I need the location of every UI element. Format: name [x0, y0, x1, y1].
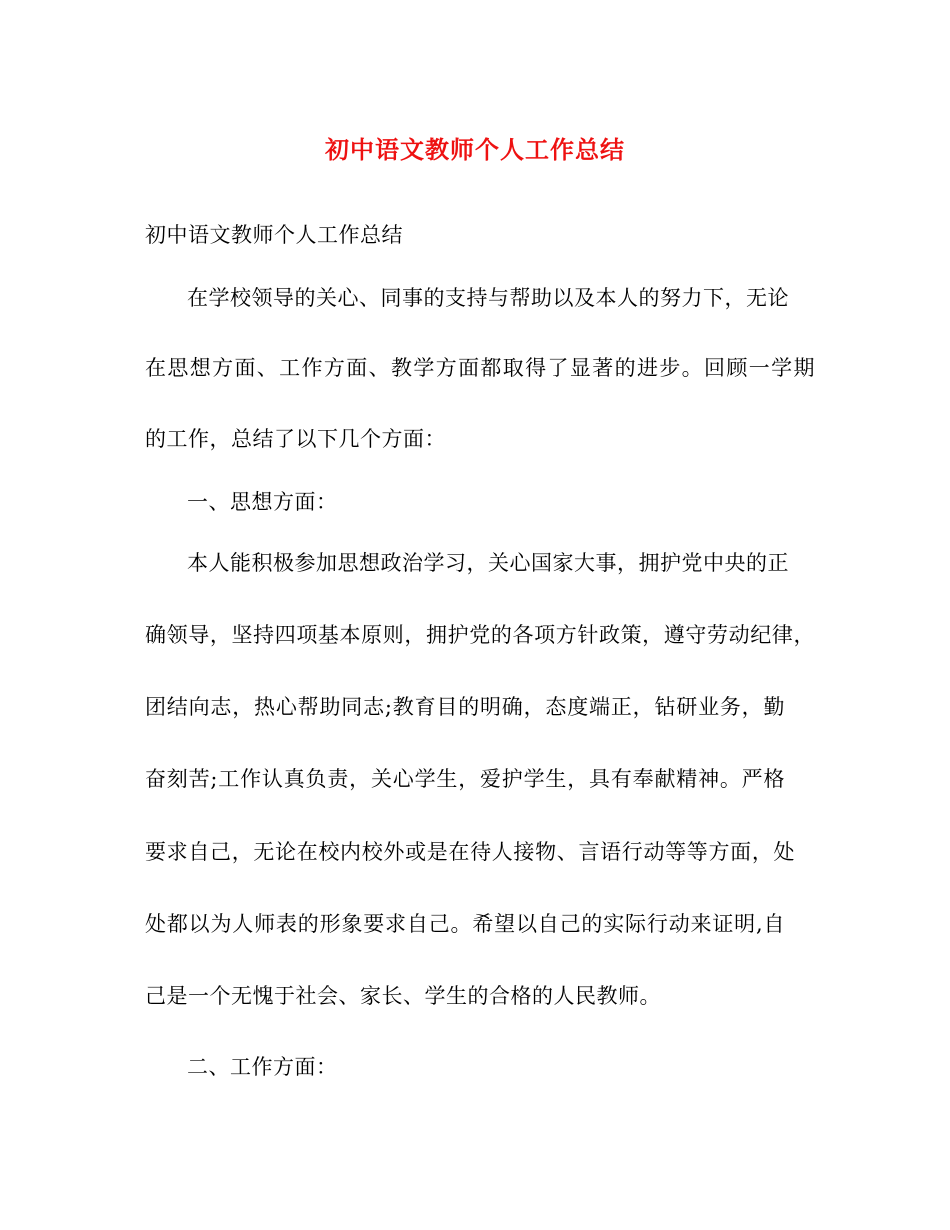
paragraph-line: 在思想方面、工作方面、教学方面都取得了显著的进步。回顾一学期 [145, 356, 815, 380]
paragraph-line: 在学校领导的关心、同事的支持与帮助以及本人的努力下，无论 [187, 286, 789, 310]
paragraph-line: 确领导，坚持四项基本原则，拥护党的各项方针政策，遵守劳动纪律， [145, 623, 815, 647]
paragraph-line: 的工作，总结了以下几个方面： [145, 427, 446, 451]
section-heading: 二、工作方面： [187, 1055, 338, 1079]
section-heading: 一、思想方面： [187, 490, 338, 514]
paragraph-line: 本人能积极参加思想政治学习，关心国家大事，拥护党中央的正 [187, 551, 789, 575]
paragraph-line: 要求自己，无论在校内校外或是在待人接物、言语行动等等方面，处 [145, 840, 795, 864]
paragraph-line: 奋刻苦;工作认真负责，关心学生，爱护学生，具有奉献精神。严格 [145, 767, 785, 791]
paragraph-line: 己是一个无愧于社会、家长、学生的合格的人民教师。 [145, 984, 661, 1008]
document-subtitle: 初中语文教师个人工作总结 [145, 223, 403, 247]
document-title: 初中语文教师个人工作总结 [325, 135, 625, 164]
paragraph-line: 处都以为人师表的形象要求自己。希望以自己的实际行动来证明,自 [145, 912, 785, 936]
paragraph-line: 团结向志，热心帮助同志;教育目的明确，态度端正，钻研业务，勤 [145, 695, 785, 719]
